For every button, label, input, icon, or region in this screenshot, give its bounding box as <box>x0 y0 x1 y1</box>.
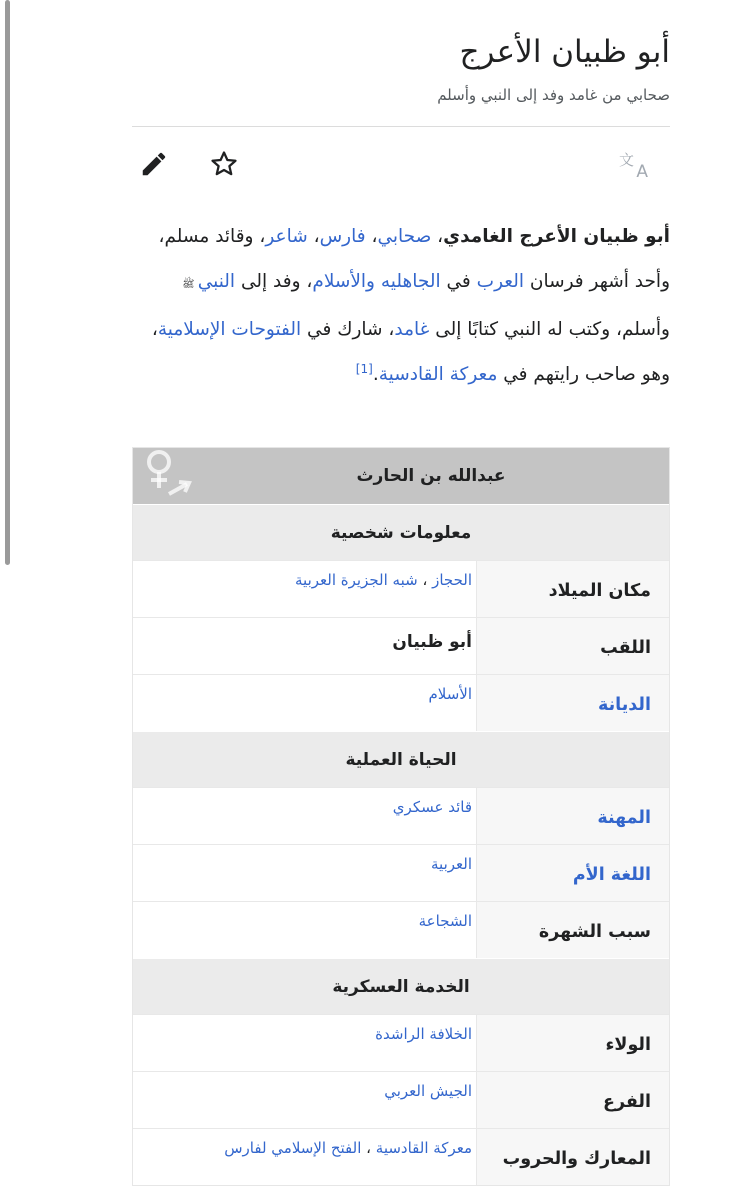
link-conquest-persia[interactable]: الفتح الإسلامي لفارس <box>224 1139 362 1157</box>
row-fame <box>133 901 669 958</box>
edit-button[interactable] <box>134 144 174 184</box>
value-title: أبو ظبيان <box>133 618 477 674</box>
row-battles <box>133 1128 669 1185</box>
link-nabi[interactable]: النبي <box>197 271 236 292</box>
value-separator: ، <box>417 571 433 589</box>
pbuh-glyph: ﷺ <box>182 279 198 290</box>
lead-text: ، وقائد مسلم، وأحد أشهر فرسان <box>158 226 670 292</box>
section-career: الحياة العملية <box>133 731 669 787</box>
label-fame: سبب الشهرة <box>477 902 669 958</box>
label-branch: الفرع <box>477 1072 669 1128</box>
star-icon <box>209 149 239 179</box>
value-religion <box>133 675 477 731</box>
link-shaer[interactable]: شاعر <box>265 226 308 247</box>
svg-text:文: 文 <box>618 151 634 169</box>
link-faris[interactable]: فارس <box>319 226 366 247</box>
lead-text: ، شارك في <box>301 319 395 340</box>
subject-name: أبو ظبيان الأعرج الغامدي <box>443 226 670 247</box>
article-toolbar <box>132 144 670 184</box>
row-occupation <box>133 787 669 844</box>
lead-text: ، وهو صاحب رايتهم في <box>151 319 670 385</box>
scrollbar[interactable] <box>5 0 10 565</box>
link-sahabi[interactable]: صحابي <box>377 226 432 247</box>
lead-text: ، <box>365 226 378 247</box>
value-birthplace <box>133 561 477 617</box>
infobox-title: عبدالله بن الحارث <box>356 466 506 486</box>
link-qadisiyyah[interactable]: معركة القادسية <box>378 364 498 385</box>
page-subtitle: صحابي من غامد وفد إلى النبي وأسلم <box>437 86 670 104</box>
header-divider <box>132 126 670 127</box>
label-language[interactable]: اللغة الأم <box>477 845 669 901</box>
section-personal-info: معلومات شخصية <box>133 504 669 560</box>
infobox <box>132 447 670 1186</box>
link-military-leader[interactable]: قائد عسكري <box>392 798 472 816</box>
value-fame <box>133 902 477 958</box>
row-allegiance <box>133 1014 669 1071</box>
page-title: أبو ظبيان الأعرج <box>459 34 670 70</box>
translate-icon <box>618 149 667 182</box>
row-birthplace <box>133 560 669 617</box>
language-button[interactable] <box>618 144 670 184</box>
link-ghamid[interactable]: غامد <box>394 319 430 340</box>
svg-text:A: A <box>636 162 648 182</box>
label-allegiance: الولاء <box>477 1015 669 1071</box>
lead-text: ، <box>307 226 320 247</box>
link-arab-army[interactable]: الجيش العربي <box>384 1082 472 1100</box>
label-battles: المعارك والحروب <box>477 1129 669 1185</box>
infobox-header <box>133 448 669 504</box>
value-battles <box>133 1129 477 1185</box>
pencil-icon <box>139 149 169 179</box>
gender-symbol-icon <box>137 448 197 504</box>
watch-button[interactable] <box>204 144 244 184</box>
lead-paragraph <box>130 214 670 397</box>
section-military: الخدمة العسكرية <box>133 958 669 1014</box>
link-courage[interactable]: الشجاعة <box>418 912 472 930</box>
link-rashidun[interactable]: الخلافة الراشدة <box>375 1025 472 1043</box>
link-battle-qadisiyyah[interactable]: معركة القادسية <box>375 1139 472 1157</box>
link-era[interactable]: الجاهليه والأسلام <box>312 271 441 292</box>
link-arab[interactable]: العرب <box>476 271 524 292</box>
label-occupation[interactable]: المهنة <box>477 788 669 844</box>
lead-text: في <box>440 271 477 292</box>
lead-text: ، <box>431 226 444 247</box>
value-branch <box>133 1072 477 1128</box>
link-arabian-peninsula[interactable]: شبه الجزيرة العربية <box>295 571 418 589</box>
label-religion[interactable]: الديانة <box>477 675 669 731</box>
link-hijaz[interactable]: الحجاز <box>432 571 472 589</box>
value-allegiance <box>133 1015 477 1071</box>
value-separator: ، <box>361 1139 376 1157</box>
value-occupation <box>133 788 477 844</box>
reference-link[interactable]: [1] <box>355 361 373 376</box>
row-title <box>133 617 669 674</box>
article-page <box>132 0 670 1200</box>
label-title: اللقب <box>477 618 669 674</box>
label-birthplace: مكان الميلاد <box>477 561 669 617</box>
link-futuhat[interactable]: الفتوحات الإسلامية <box>157 319 302 340</box>
row-language <box>133 844 669 901</box>
link-islam[interactable]: الأسلام <box>428 685 472 703</box>
lead-text: وأسلم، وكتب له النبي كتابًا إلى <box>429 319 670 340</box>
link-arabic[interactable]: العربية <box>431 855 472 873</box>
value-language <box>133 845 477 901</box>
row-branch <box>133 1071 669 1128</box>
lead-text: ، وفد إلى <box>235 271 313 292</box>
row-religion <box>133 674 669 731</box>
lead-text: . <box>372 364 379 385</box>
